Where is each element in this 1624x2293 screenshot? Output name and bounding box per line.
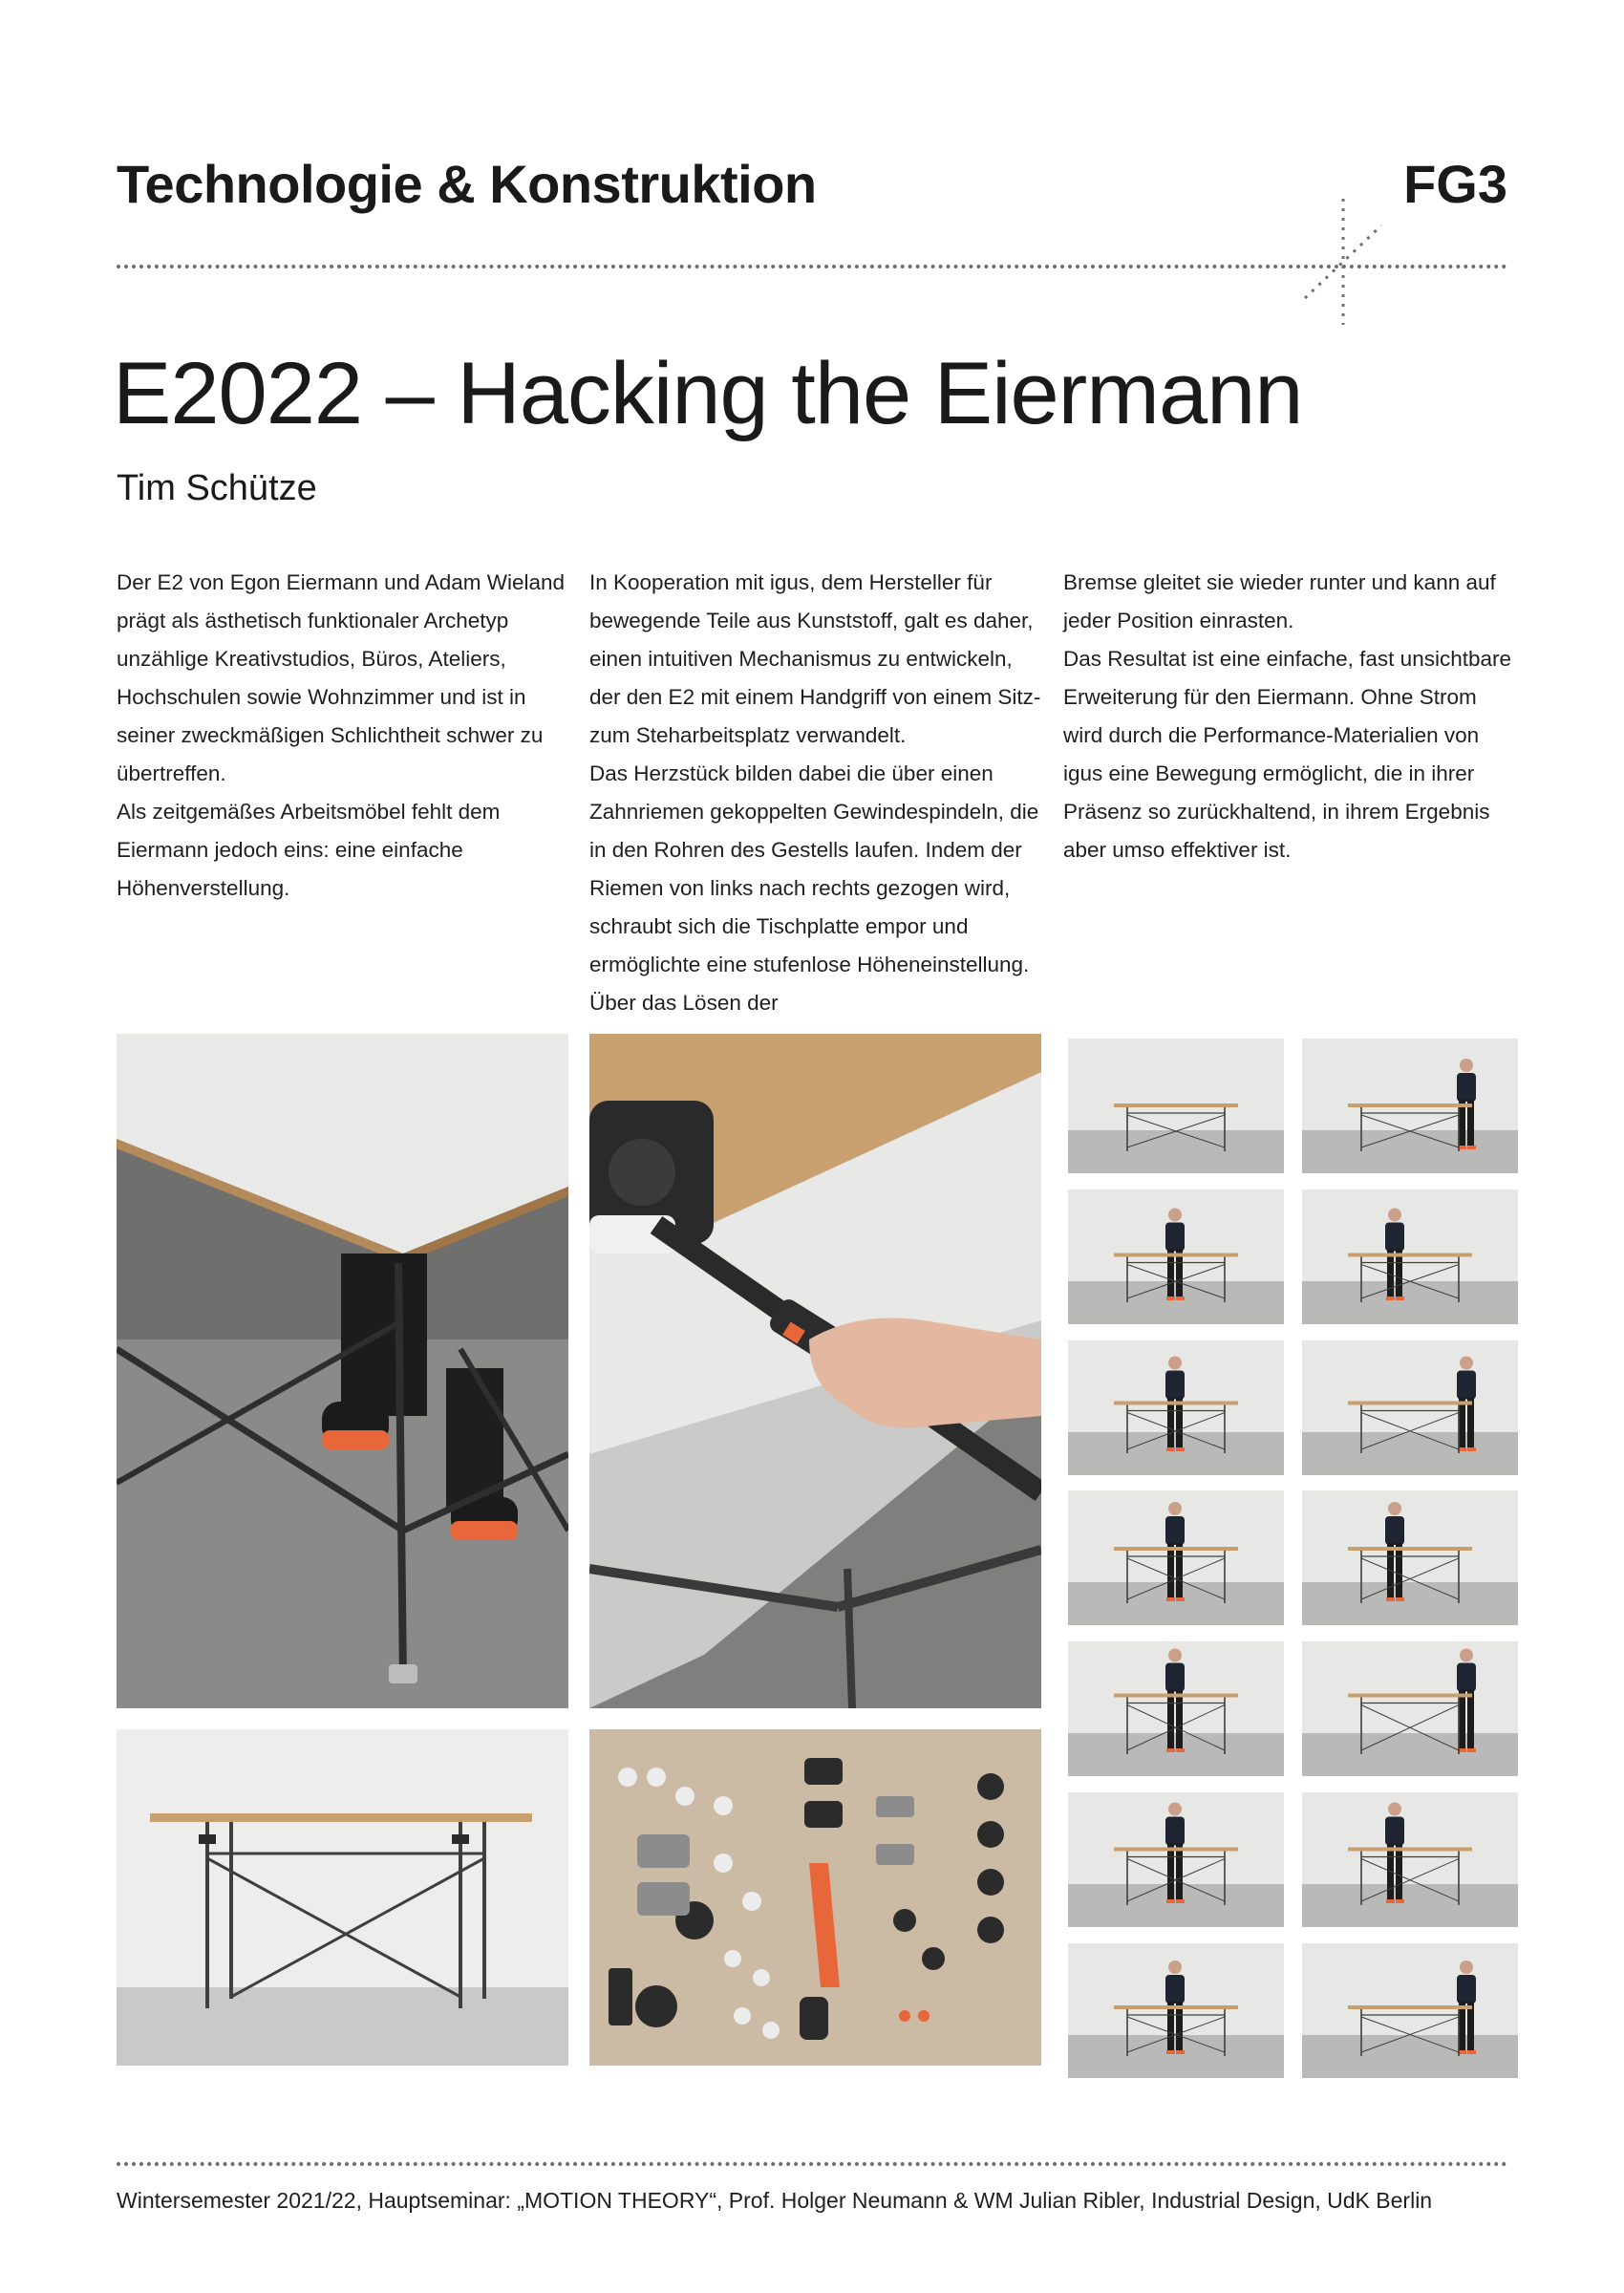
footer-divider — [117, 2162, 1507, 2166]
paragraph: Der E2 von Egon Eiermann und Adam Wieland prägt als ästhetisch funktionaler Archetyp unzählige Kreativstudios, Büros, Ateliers, Hochschulen sowie Wohnzimmer und ist in seiner zweckmäßigen Schlichtheit schwer zu übertreffen. — [117, 570, 566, 785]
sequence-frame — [1302, 1189, 1518, 1324]
sequence-frame — [1302, 1340, 1518, 1475]
paragraph: Als zeitgemäßes Arbeitsmöbel fehlt dem Eiermann jedoch eins: eine einfache Höhenverstellung. — [117, 800, 501, 900]
photo-parts-flatlay — [589, 1729, 1041, 2066]
section-title: Technologie & Konstruktion — [117, 154, 817, 214]
photo-hand-pulling-belt — [589, 1034, 1041, 1708]
article-title: E2022 – Hacking the Eiermann — [113, 345, 1303, 442]
body-column-3 — [1063, 564, 1517, 869]
author-name: Tim Schütze — [117, 468, 317, 508]
footer-credits: Wintersemester 2021/22, Hauptseminar: „MOTION THEORY“, Prof. Holger Neumann & WM Julian Ribler, Industrial Design, UdK Berlin — [117, 2188, 1433, 2213]
body-column-2 — [589, 564, 1043, 1022]
sequence-frame — [1302, 1490, 1518, 1625]
section-code: FG3 — [1403, 154, 1507, 214]
sequence-frame — [1068, 1039, 1284, 1173]
paragraph: In Kooperation mit igus, dem Hersteller für bewegende Teile aus Kunststoff, galt es daher, einen intuitiven Mechanismus zu entwickeln, der den E2 mit einem Handgriff von einem Sitz- zum Steharbeitsplatz verwandelt. — [589, 570, 1041, 747]
paragraph: Das Resultat ist eine einfache, fast unsichtbare Erweiterung für den Eiermann. Ohne Strom wird durch die Performance-Materialien von igus eine Bewegung ermöglicht, die in ihrer Präsenz so zurückhaltend, in ihrem Ergebnis aber umso effektiver ist. — [1063, 647, 1512, 862]
photo-e2-table — [117, 1729, 568, 2066]
body-column-1 — [117, 564, 570, 908]
sequence-frame — [1302, 1039, 1518, 1173]
sequence-frame — [1302, 1641, 1518, 1776]
sequence-frame — [1068, 1943, 1284, 2078]
sequence-frame — [1068, 1340, 1284, 1475]
sequence-frame — [1302, 1792, 1518, 1927]
photo-table-legs — [117, 1034, 568, 1708]
sequence-frame — [1068, 1792, 1284, 1927]
crosshair-mark-icon — [1295, 195, 1391, 329]
paragraph: Bremse gleitet sie wieder runter und kann auf jeder Position einrasten. — [1063, 570, 1496, 632]
sequence-frame — [1068, 1490, 1284, 1625]
sequence-frame — [1302, 1943, 1518, 2078]
paragraph: Das Herzstück bilden dabei die über einen Zahnriemen gekoppelten Gewindespindeln, die in den Rohren des Gestells laufen. Indem der Riemen von links nach rechts gezogen wird, schraubt sich die Tischplatte empor und ermöglichte eine stufenlose Höheneinstellung. Über das Lösen der — [589, 761, 1039, 1015]
sequence-frame — [1068, 1189, 1284, 1324]
sequence-frame — [1068, 1641, 1284, 1776]
